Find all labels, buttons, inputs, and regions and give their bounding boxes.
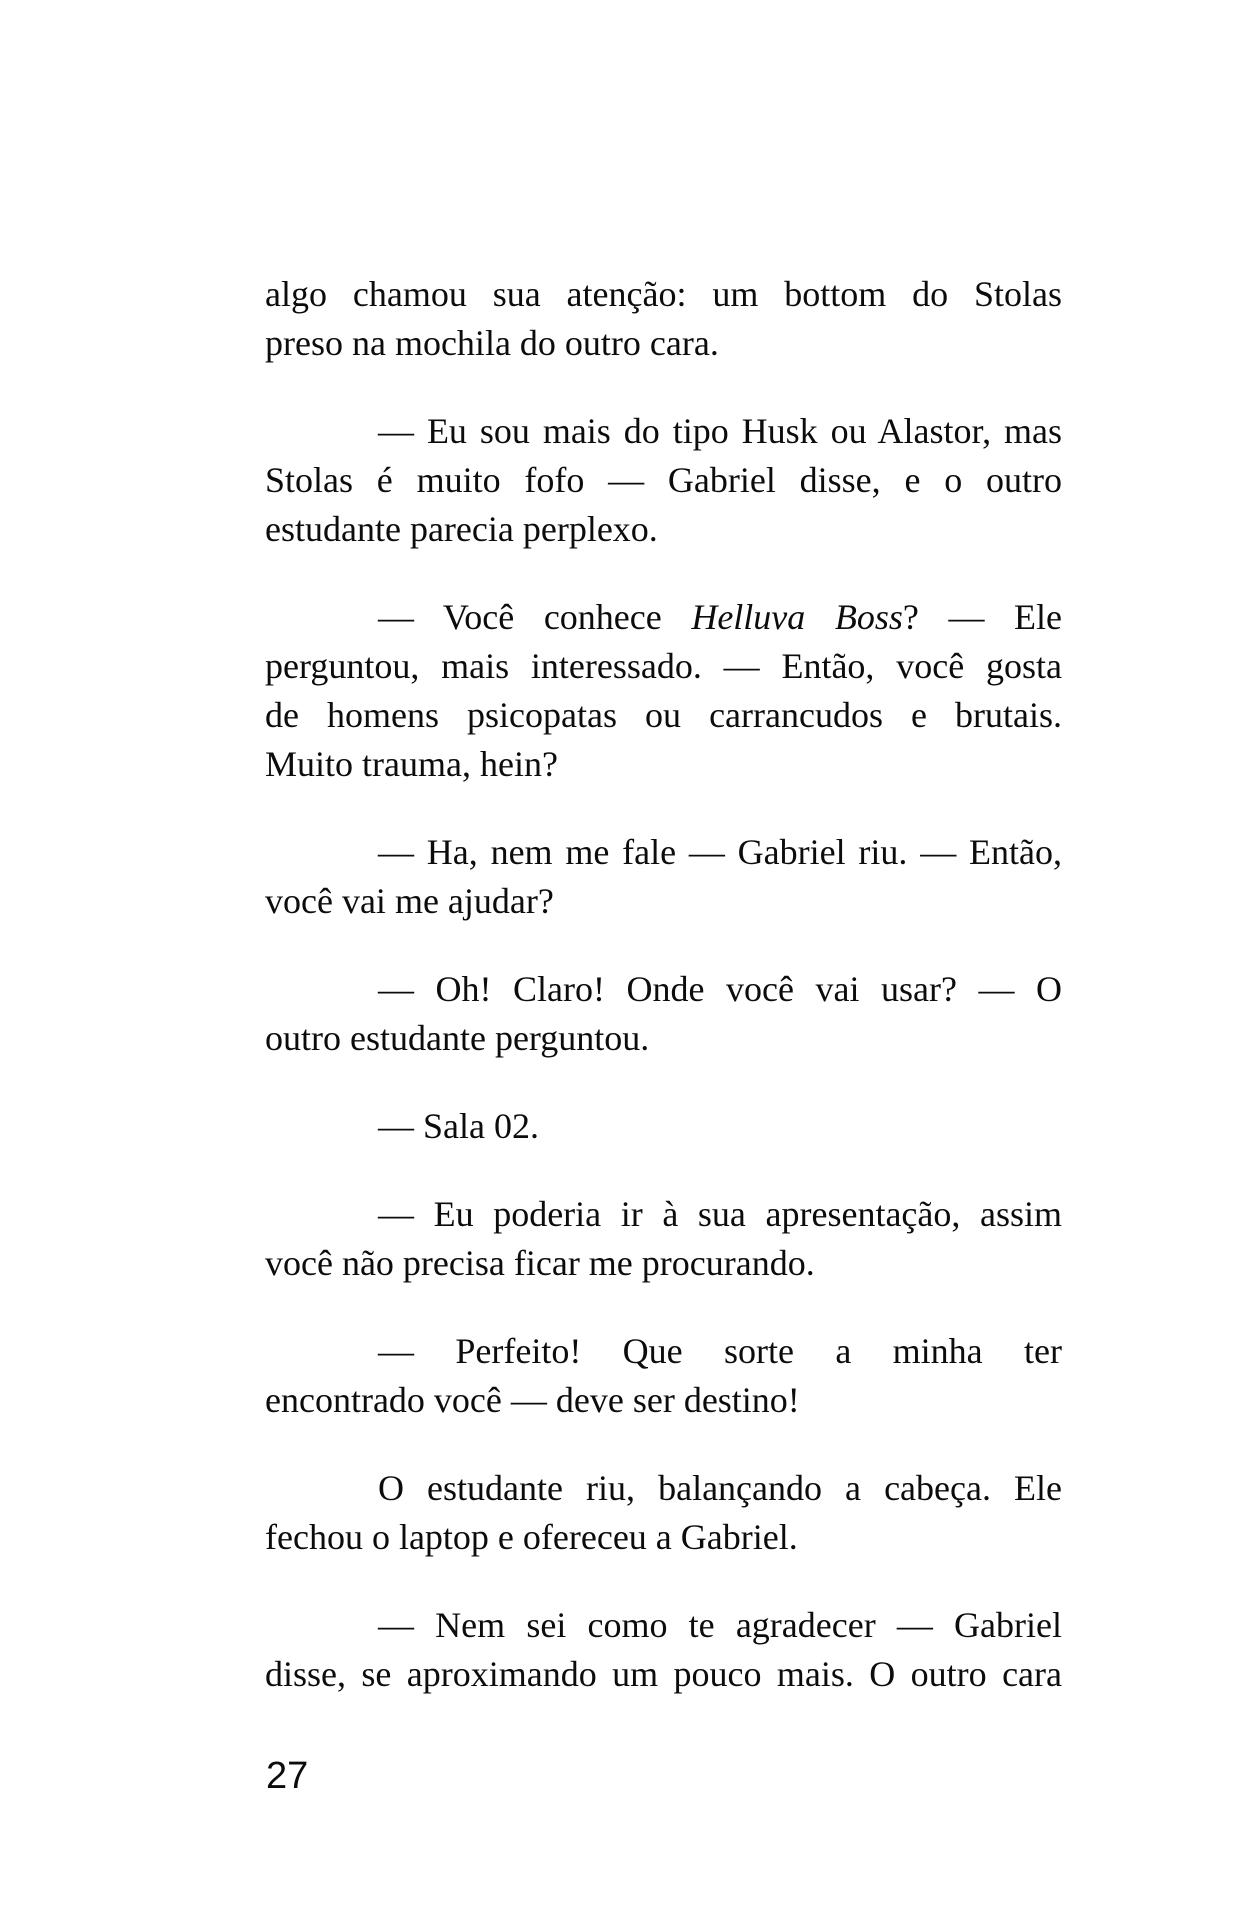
- text-segment: — Oh! Claro! Onde você vai usar? — O: [378, 969, 1062, 1009]
- paragraph: [265, 965, 1062, 1063]
- text-segment: perguntou, mais interessado. — Então, você gosta: [265, 646, 1062, 686]
- paragraph: [265, 593, 1062, 789]
- text-segment: encontrado você — deve ser destino!: [265, 1380, 800, 1420]
- text-segment: ? — Ele: [902, 597, 1063, 637]
- text-line: [265, 740, 1062, 789]
- text-segment: algo chamou sua atenção: um bottom do Stolas: [265, 274, 1062, 314]
- text-line: [265, 1601, 1062, 1650]
- paragraph: [265, 407, 1062, 554]
- text-line: [265, 1190, 1062, 1239]
- text-line: [265, 1650, 1062, 1699]
- text-segment: outro estudante perguntou.: [265, 1018, 650, 1058]
- text-segment: Stolas é muito fofo — Gabriel disse, e o outro: [265, 460, 1062, 500]
- text-segment: estudante parecia perplexo.: [265, 509, 658, 549]
- text-line: [265, 1014, 1062, 1063]
- text-segment: preso na mochila do outro cara.: [265, 323, 719, 363]
- text-segment: — Eu poderia ir à sua apresentação, assim: [378, 1194, 1062, 1234]
- page-number: 27: [266, 1755, 309, 1797]
- text-segment: — Você conhece: [378, 597, 692, 637]
- text-line: [265, 270, 1062, 319]
- text-segment: você não precisa ficar me procurando.: [265, 1243, 815, 1283]
- text-line: [265, 1102, 1062, 1151]
- italic-show-title: Helluva Boss: [691, 597, 903, 637]
- text-block: [265, 270, 1062, 1699]
- text-segment: — Ha, nem me fale — Gabriel riu. — Então,: [378, 832, 1062, 872]
- text-line: [265, 1376, 1062, 1425]
- text-segment: disse, se aproximando um pouco mais. O outro cara: [265, 1654, 1062, 1694]
- text-segment: — Eu sou mais do tipo Husk ou Alastor, mas: [378, 411, 1062, 451]
- paragraph: [265, 1327, 1062, 1425]
- paragraph: [265, 1102, 1062, 1151]
- paragraph: [265, 1601, 1062, 1699]
- text-line: [265, 877, 1062, 926]
- text-segment: você vai me ajudar?: [265, 881, 554, 921]
- text-segment: de homens psicopatas ou carrancudos e brutais.: [265, 695, 1062, 735]
- text-segment: — Nem sei como te agradecer — Gabriel: [378, 1605, 1062, 1645]
- text-segment: — Sala 02.: [378, 1106, 539, 1146]
- text-segment: Muito trauma, hein?: [265, 744, 558, 784]
- text-line: [265, 828, 1062, 877]
- paragraph: [265, 1190, 1062, 1288]
- text-line: [265, 1327, 1062, 1376]
- text-line: [265, 691, 1062, 740]
- text-line: [265, 505, 1062, 554]
- paragraph: [265, 270, 1062, 368]
- text-line: [265, 965, 1062, 1014]
- text-line: [265, 456, 1062, 505]
- text-line: [265, 1239, 1062, 1288]
- paragraph: [265, 828, 1062, 926]
- text-segment: O estudante riu, balançando a cabeça. Ele: [378, 1468, 1062, 1508]
- text-line: [265, 407, 1062, 456]
- text-line: [265, 1464, 1062, 1513]
- text-line: [265, 642, 1062, 691]
- paragraph: [265, 1464, 1062, 1562]
- text-segment: — Perfeito! Que sorte a minha ter: [378, 1331, 1062, 1371]
- text-line: [265, 1513, 1062, 1562]
- text-line: [265, 593, 1062, 642]
- text-segment: fechou o laptop e ofereceu a Gabriel.: [265, 1517, 798, 1557]
- text-line: [265, 319, 1062, 368]
